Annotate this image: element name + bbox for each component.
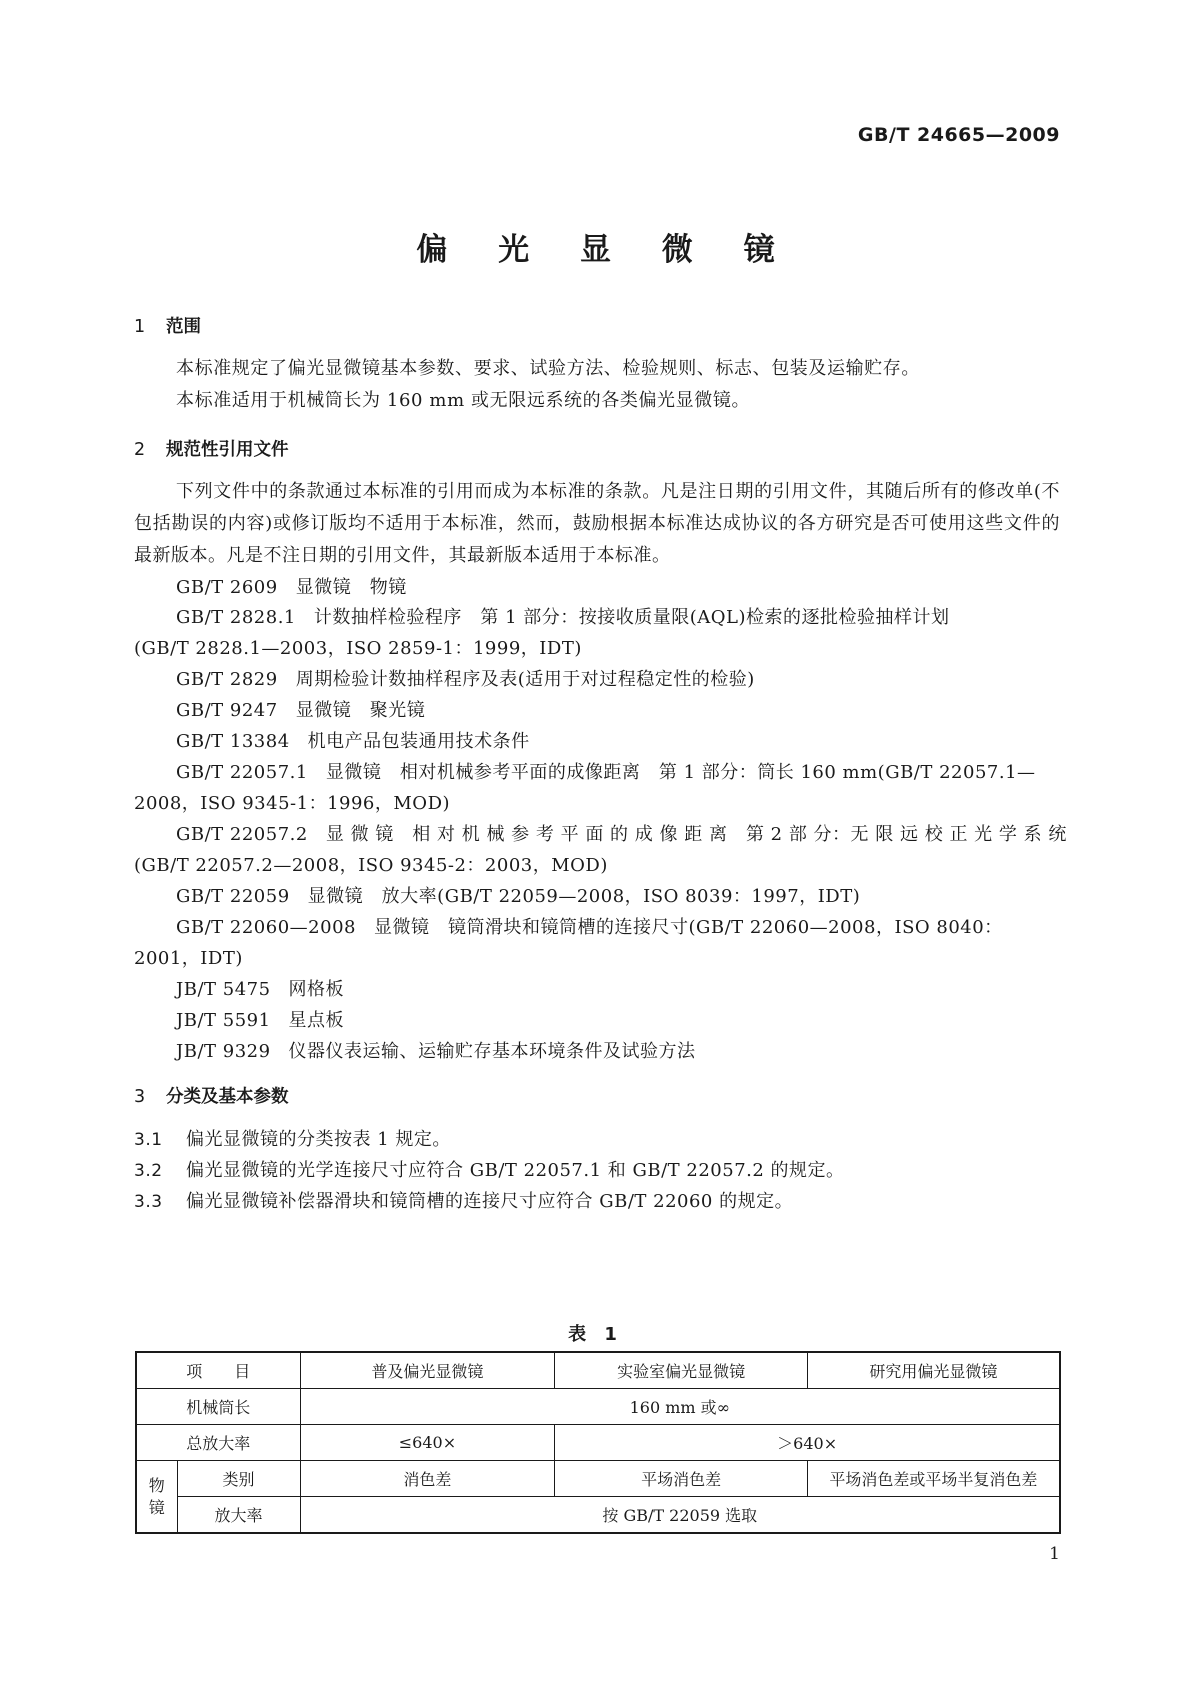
table-header-row [136,1352,1060,1389]
header-basic: 普及偏光显微镜 [300,1352,555,1389]
reference-item [176,664,755,696]
header-research: 研究用偏光显微镜 [807,1352,1060,1389]
reference-title: 机电产品包装通用技术条件 [307,731,530,752]
section-number: 1 [134,317,146,337]
reference-code: GB/T 2829 [176,669,278,690]
scope-paragraph-2: 本标准适用于机械筒长为 160 mm 或无限远系统的各类偏光显微镜。 [176,390,751,411]
section-number: 3 [134,1087,146,1107]
row-value: ＞640× [555,1425,1060,1461]
table-row-total-magnification [136,1425,1060,1461]
reference-title: 显微镜 聚光镜 [295,700,426,721]
standard-code: GB/T 24665—2009 [857,124,1060,146]
reference-title: 计数抽样检验程序 第 1 部分：按接收质量限(AQL)检索的逐批检验抽样计划 [313,607,950,628]
reference-title: 仪器仪表运输、运输贮存基本环境条件及试验方法 [288,1041,696,1062]
objective-group-label [136,1461,177,1534]
section-number: 2 [134,440,146,460]
reference-code: JB/T 5591 [176,1010,271,1031]
reference-continuation: 2001，IDT) [134,948,243,969]
reference-code: JB/T 9329 [176,1041,271,1062]
section-1-heading [134,313,201,338]
row-value: 按 GB/T 22059 选取 [300,1497,1060,1534]
row-value: 160 mm 或∞ [300,1389,1060,1425]
table-row-tube-length [136,1389,1060,1425]
normative-intro-text: 下列文件中的条款通过本标准的引用而成为本标准的条款。凡是注日期的引用文件，其随后所有的修改单(不包括勘误的内容)或修订版均不适用于本标准，然而，鼓励根据本标准达成协议的各方研究是否可使用这些文件的最新版本。凡是不注日期的引用文件，其最新版本适用于本标准。 [134,481,1060,566]
section-2-heading [134,436,289,461]
reference-item [176,757,1036,789]
reference-title: 显微镜 相对机械参考平面的成像距离 第 1 部分：筒长 160 mm(GB/T 22057.1— [325,762,1036,783]
reference-code: GB/T 22060—2008 [176,917,356,938]
reference-item [176,726,530,758]
reference-title: 显 微 镜 相 对 机 械 参 考 平 面 的 成 像 距 离 第 2 部 分：无 限 远 校 正 光 学 系 统 [325,824,1067,845]
reference-code: GB/T 22057.1 [176,762,308,783]
table-row-objective-magnification [136,1497,1060,1534]
section-3-heading [134,1083,289,1108]
reference-item [176,912,1003,944]
reference-code: JB/T 5475 [176,979,271,1000]
clause-3-2 [134,1155,845,1187]
classification-table [135,1351,1061,1534]
normative-intro [134,476,1060,572]
reference-item [176,602,950,634]
reference-item [176,1036,696,1068]
reference-title: 显微镜 镜筒滑块和镜筒槽的连接尺寸(GB/T 22060—2008，ISO 8040： [373,917,1003,938]
reference-code: GB/T 22057.2 [176,824,308,845]
section-title: 范围 [166,317,201,337]
row-label: 机械筒长 [136,1389,300,1425]
reference-title: 显微镜 放大率(GB/T 22059—2008，ISO 8039：1997，IDT) [307,886,861,907]
reference-continuation: (GB/T 22057.2—2008，ISO 9345-2：2003，MOD) [134,855,608,876]
reference-item [176,819,1067,851]
section-title: 规范性引用文件 [166,440,289,460]
row-label: 放大率 [177,1497,300,1534]
clause-3-3 [134,1186,793,1218]
row-value: 消色差 [300,1461,555,1497]
row-value: ≤640× [300,1425,555,1461]
row-label: 总放大率 [136,1425,300,1461]
reference-continuation: (GB/T 2828.1—2003，ISO 2859-1：1999，IDT) [134,638,582,659]
header-laboratory: 实验室偏光显微镜 [555,1352,808,1389]
reference-code: GB/T 9247 [176,700,278,721]
clause-number: 3.3 [134,1192,163,1212]
reference-title: 周期检验计数抽样程序及表(适用于对过程稳定性的检验) [295,669,755,690]
reference-item [176,572,407,604]
clause-number: 3.1 [134,1130,163,1150]
reference-item [176,1005,344,1037]
clause-text: 偏光显微镜的光学连接尺寸应符合 GB/T 22057.1 和 GB/T 22057.2 的规定。 [186,1160,845,1181]
objective-group-text: 物镜 [148,1475,165,1517]
page-number: 1 [1049,1544,1060,1564]
clause-text: 偏光显微镜的分类按表 1 规定。 [186,1129,451,1150]
table-caption: 表 1 [568,1324,623,1345]
document-title: 偏 光 显 微 镜 [416,232,795,268]
clause-number: 3.2 [134,1161,163,1181]
reference-code: GB/T 13384 [176,731,290,752]
clause-3-1 [134,1124,451,1156]
table-row-objective-type [136,1461,1060,1497]
reference-continuation: 2008，ISO 9345-1：1996，MOD) [134,793,451,814]
reference-title: 星点板 [288,1010,345,1031]
row-label: 类别 [177,1461,300,1497]
reference-code: GB/T 2609 [176,577,278,598]
section-title: 分类及基本参数 [166,1087,289,1107]
scope-paragraph-1: 本标准规定了偏光显微镜基本参数、要求、试验方法、检验规则、标志、包装及运输贮存。 [176,358,920,379]
reference-title: 网格板 [288,979,345,1000]
reference-item [176,974,344,1006]
row-value: 平场消色差 [555,1461,808,1497]
reference-code: GB/T 22059 [176,886,290,907]
reference-title: 显微镜 物镜 [295,577,407,598]
reference-item [176,695,425,727]
row-value: 平场消色差或平场半复消色差 [807,1461,1060,1497]
header-item: 项 目 [136,1352,300,1389]
reference-code: GB/T 2828.1 [176,607,296,628]
reference-item [176,881,860,913]
clause-text: 偏光显微镜补偿器滑块和镜筒槽的连接尺寸应符合 GB/T 22060 的规定。 [186,1191,794,1212]
